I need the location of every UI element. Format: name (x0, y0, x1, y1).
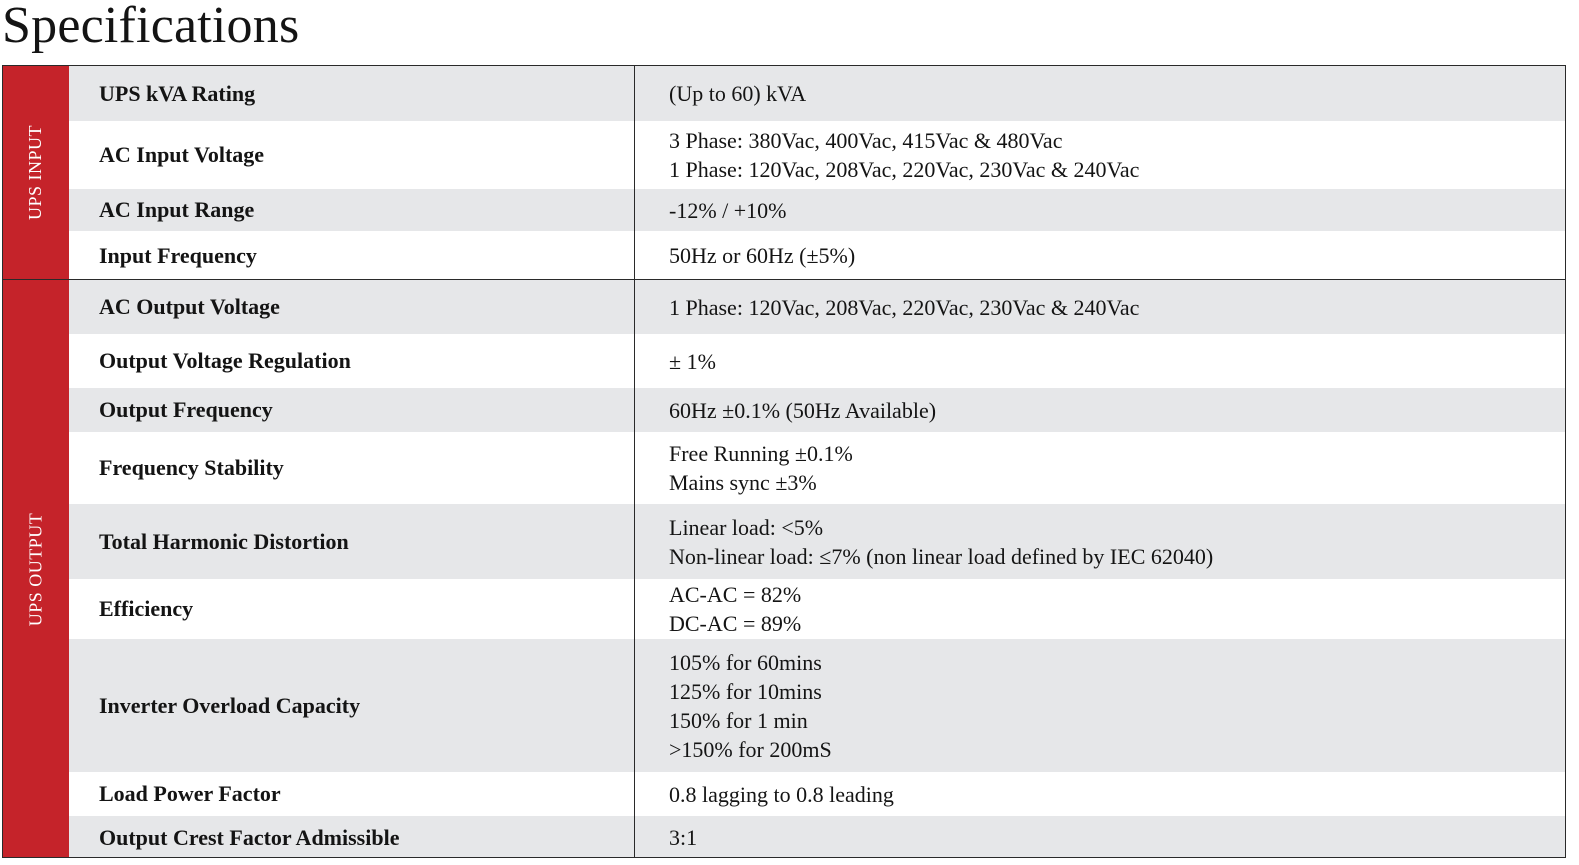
spec-value (635, 639, 1565, 772)
spec-value-line: 3 Phase: 380Vac, 400Vac, 415Vac & 480Vac (669, 128, 1063, 153)
spec-label: Total Harmonic Distortion (69, 504, 635, 579)
table-row (69, 280, 1565, 334)
spec-label: Inverter Overload Capacity (69, 639, 635, 772)
spec-value (635, 121, 1565, 189)
table-row (69, 388, 1565, 432)
spec-value-line: AC-AC = 82% (669, 582, 802, 607)
spec-value-line: 125% for 10mins (669, 678, 822, 704)
spec-value-line: 0.8 lagging to 0.8 leading (669, 781, 894, 807)
spec-value (635, 280, 1565, 334)
spec-value-line: 60Hz ±0.1% (50Hz Available) (669, 397, 937, 423)
table-row (69, 432, 1565, 504)
spec-label: Load Power Factor (69, 772, 635, 816)
spec-label: Input Frequency (69, 231, 635, 280)
spec-value (635, 504, 1565, 579)
spec-value (635, 66, 1565, 121)
spec-value (635, 231, 1565, 280)
spec-label: AC Output Voltage (69, 280, 635, 334)
spec-label: Output Frequency (69, 388, 635, 432)
specifications-table (2, 65, 1566, 858)
table-row (69, 334, 1565, 388)
spec-label: AC Input Range (69, 189, 635, 231)
table-row (69, 66, 1565, 121)
section-band-label: UPS OUTPUT (25, 512, 46, 627)
spec-value-line: -12% / +10% (669, 197, 787, 223)
spec-value (635, 772, 1565, 816)
spec-value-line: Non-linear load: ≤7% (non linear load defined by IEC 62040) (669, 543, 1214, 569)
table-row (69, 639, 1565, 772)
spec-value-line: Linear load: <5% (669, 514, 824, 540)
table-row (69, 121, 1565, 189)
spec-value-line: 3:1 (669, 825, 698, 850)
section-ups-output (3, 280, 1565, 858)
spec-value (635, 432, 1565, 504)
spec-value (635, 816, 1565, 858)
section-ups-input (3, 66, 1565, 280)
section-band-label: UPS INPUT (25, 124, 46, 221)
table-row (69, 504, 1565, 579)
spec-value-line: ± 1% (669, 348, 716, 374)
section-band (3, 66, 69, 279)
spec-label: Output Voltage Regulation (69, 334, 635, 388)
table-row (69, 231, 1565, 280)
spec-label: UPS kVA Rating (69, 66, 635, 121)
table-row (69, 772, 1565, 816)
spec-value-line: Free Running ±0.1% (669, 441, 853, 466)
spec-value (635, 334, 1565, 388)
spec-label: AC Input Voltage (69, 121, 635, 189)
spec-value-line: 150% for 1 min (669, 707, 808, 733)
spec-label: Frequency Stability (69, 432, 635, 504)
spec-value-line: Mains sync ±3% (669, 470, 817, 495)
spec-value-line: 50Hz or 60Hz (±5%) (669, 243, 856, 268)
table-row (69, 816, 1565, 858)
spec-label: Efficiency (69, 579, 635, 639)
table-row (69, 579, 1565, 639)
spec-value-line: 1 Phase: 120Vac, 208Vac, 220Vac, 230Vac & 240Vac (669, 294, 1140, 320)
spec-value (635, 189, 1565, 231)
spec-value-line: DC-AC = 89% (669, 611, 802, 636)
spec-value (635, 579, 1565, 639)
spec-value-line: (Up to 60) kVA (669, 81, 807, 106)
table-row (69, 189, 1565, 231)
page-title: Specifications (2, 0, 300, 54)
spec-value-line: 105% for 60mins (669, 649, 822, 675)
spec-value (635, 388, 1565, 432)
section-band (3, 280, 69, 858)
spec-label: Output Crest Factor Admissible (69, 816, 635, 858)
spec-value-line: 1 Phase: 120Vac, 208Vac, 220Vac, 230Vac & 240Vac (669, 157, 1140, 182)
spec-value-line: >150% for 200mS (669, 736, 832, 762)
